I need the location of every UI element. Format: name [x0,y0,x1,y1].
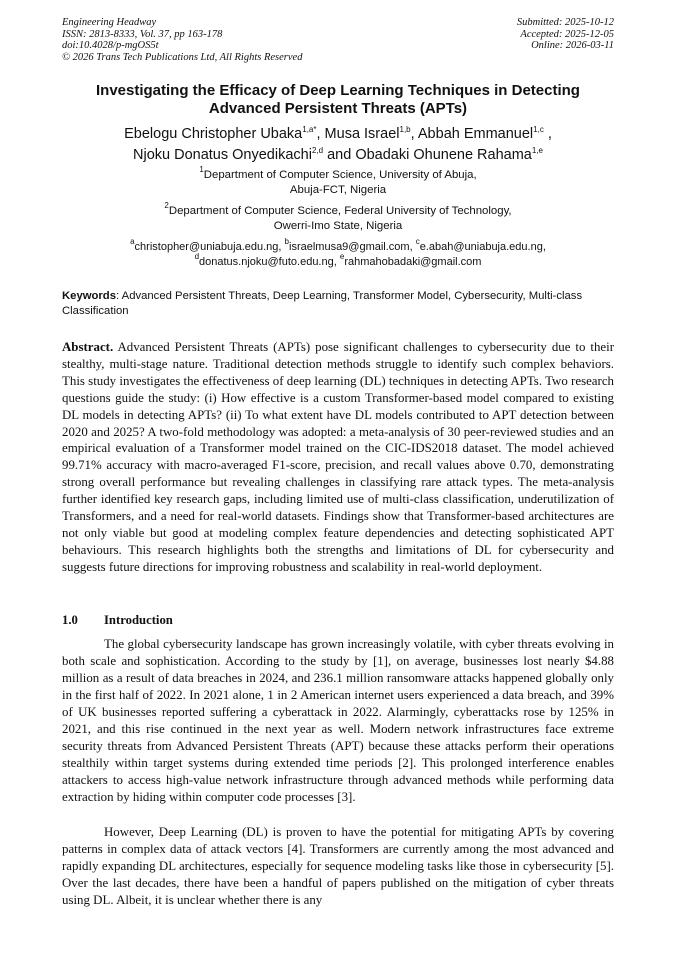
email-link[interactable]: donatus.njoku@futo.edu.ng, [199,256,337,268]
author-separator: and [323,147,356,163]
section-heading [62,612,614,628]
online-date: Online: 2026-03-11 [531,40,614,52]
affiliation-line: Abuja-FCT, Nigeria [289,184,387,197]
author-affiliation-mark: 1,b [399,125,411,134]
author-separator: , [543,126,552,142]
journal-doi: doi:10.4028/p-mgOS5t [62,40,159,52]
email-link[interactable]: e.abah@uniabuja.edu.ng, [419,241,546,253]
paper-title: Investigating the Efficacy of Deep Learning Techniques in Detecting Advanced Persistent Threats (APTs) [96,82,580,117]
affiliation-mark: 1 [199,165,204,174]
author-affiliation-mark: 1,e [531,146,543,155]
accepted-date: Accepted: 2025-12-05 [520,28,614,40]
publication-dates [517,17,614,52]
author-emails: $^a$christopher@uniabuja.edu.ng, $^b$israelmusa9@gmail.com, $^c$e.abah@uniabuja.edu.ng, $^d$donatus.njoku@futo.edu.ng, $^e$rahmahobadaki@gmail.com [130,237,546,268]
affiliation-line: Department of Computer Science, Federal University of Technology, [168,205,512,217]
affiliation-1 [62,165,614,199]
journal-name: Engineering Headway [62,17,157,28]
section-title: Introduction [104,613,173,627]
author-affiliation-mark: 1,c [533,125,544,134]
affiliation-line: Department of Computer Science, University of Abuja, [203,169,477,181]
author-list [62,124,614,166]
keywords-label: Keywords [62,290,116,302]
abstract-label: Abstract. [62,340,114,354]
journal-copyright: © 2026 Trans Tech Publications Ltd, All Rights Reserved [62,51,303,63]
author-name: Musa Israel [324,126,400,142]
email-link[interactable]: christopher@uniabuja.edu.ng, [134,241,282,253]
body-paragraph: However, Deep Learning (DL) is proven to have the potential for mitigating APTs by covering patterns in complex data of attack vectors [4]. Transformers are currently among the most advanced and rapidly expanding DL architectures, especially for sequence modeling tasks like those in cybersecurity [5]. Over the last decades, there have been a handful of papers published on the mitigation of cyber threats using DL. Albeit, it is unclear whether there is any [62,825,614,907]
author-name: Ebelogu Christopher Ubaka [124,126,303,142]
author-separator: , [410,126,418,142]
affiliation-2 [62,201,614,235]
abstract [62,339,614,576]
author-name: Njoku Donatus Onyedikachi [133,147,312,163]
submitted-date: Submitted: 2025-10-12 [516,17,614,28]
author-affiliation-mark: 2,d [311,146,324,155]
abstract-text: Advanced Persistent Threats (APTs) pose significant challenges to cybersecurity due to their stealthy, multi-stage nature. Traditional detection methods struggle to identify such complex behaviors. This study investigates the effectiveness of deep learning (DL) techniques in detecting APTs. Two research questions guide the study: (i) How effective is a custom Transformer-based model compared to existing DL models in detecting APTs? (ii) To what extent have DL models contributed to APT detection between 2020 and 2025? A two-fold methodology was adopted: a meta-analysis of 30 peer-reviewed studies and an empirical evaluation of a Transformer model trained on the CIC-IDS2018 dataset. The model achieved 99.71% accuracy with macro-averaged F1-score, precision, and recall values above 0.70, demonstrating strong overall performance but revealing challenges in classifying rare attack types. The meta-analysis further identified key research gaps, including limited use of multi-class classification, underutilization of Transformers, and a need for real-world datasets. Findings show that Transformer-based architectures are not only viable but good at modeling complex feature dependencies and detecting sophisticated APT behaviours. This research highlights both the strengths and limitations of DL for cybersecurity and suggests future directions for improving robustness and scalability in real-world deployment. [62,340,614,574]
email-link[interactable]: rahmahobadaki@gmail.com [344,256,482,268]
author-name: Obadaki Ohunene Rahama [355,147,532,163]
keywords [62,289,614,320]
journal-issn: ISSN: 2813-8333, Vol. 37, pp 163-178 [62,28,223,40]
section-number: 1.0 [62,613,78,627]
body-paragraph: The global cybersecurity landscape has grown increasingly volatile, with cyber threats evolving in both scale and sophistication. According to the study by [1], on average, businesses lost nearly $4.88 million as a result of data breaches in 2024, and 236.1 million ransomware attacks happened globally only in the first half of 2022. In 2021 alone, 1 in 2 American internet users experienced a data breach, and 39% of UK businesses reported suffering a cyberattack in 2022. Alarmingly, cyberattacks rose by 125% in 2021, and this rise continued in the next year as well. Modern network infrastructures face extreme security threats from Advanced Persistent Threats (APT) because these attacks perform their operations stealthily within target systems during extended time periods [2]. This prolonged interference enables attackers to access high-value network infrastructure through advanced methods while performing data extraction by hiding within computer code processes [3]. [62,637,614,804]
journal-info [62,17,302,63]
affiliation-mark: 2 [164,201,169,210]
author-separator: , [316,126,325,142]
affiliation-line: Owerri-Imo State, Nigeria [273,220,403,233]
email-link[interactable]: israelmusa9@gmail.com, [289,241,413,253]
keywords-text: : Advanced Persistent Threats, Deep Learning, Transformer Model, Cybersecurity, Multi-class Classification [62,290,583,318]
author-affiliation-mark: 1,a* [302,125,317,134]
author-name: Abbah Emmanuel [417,126,534,142]
